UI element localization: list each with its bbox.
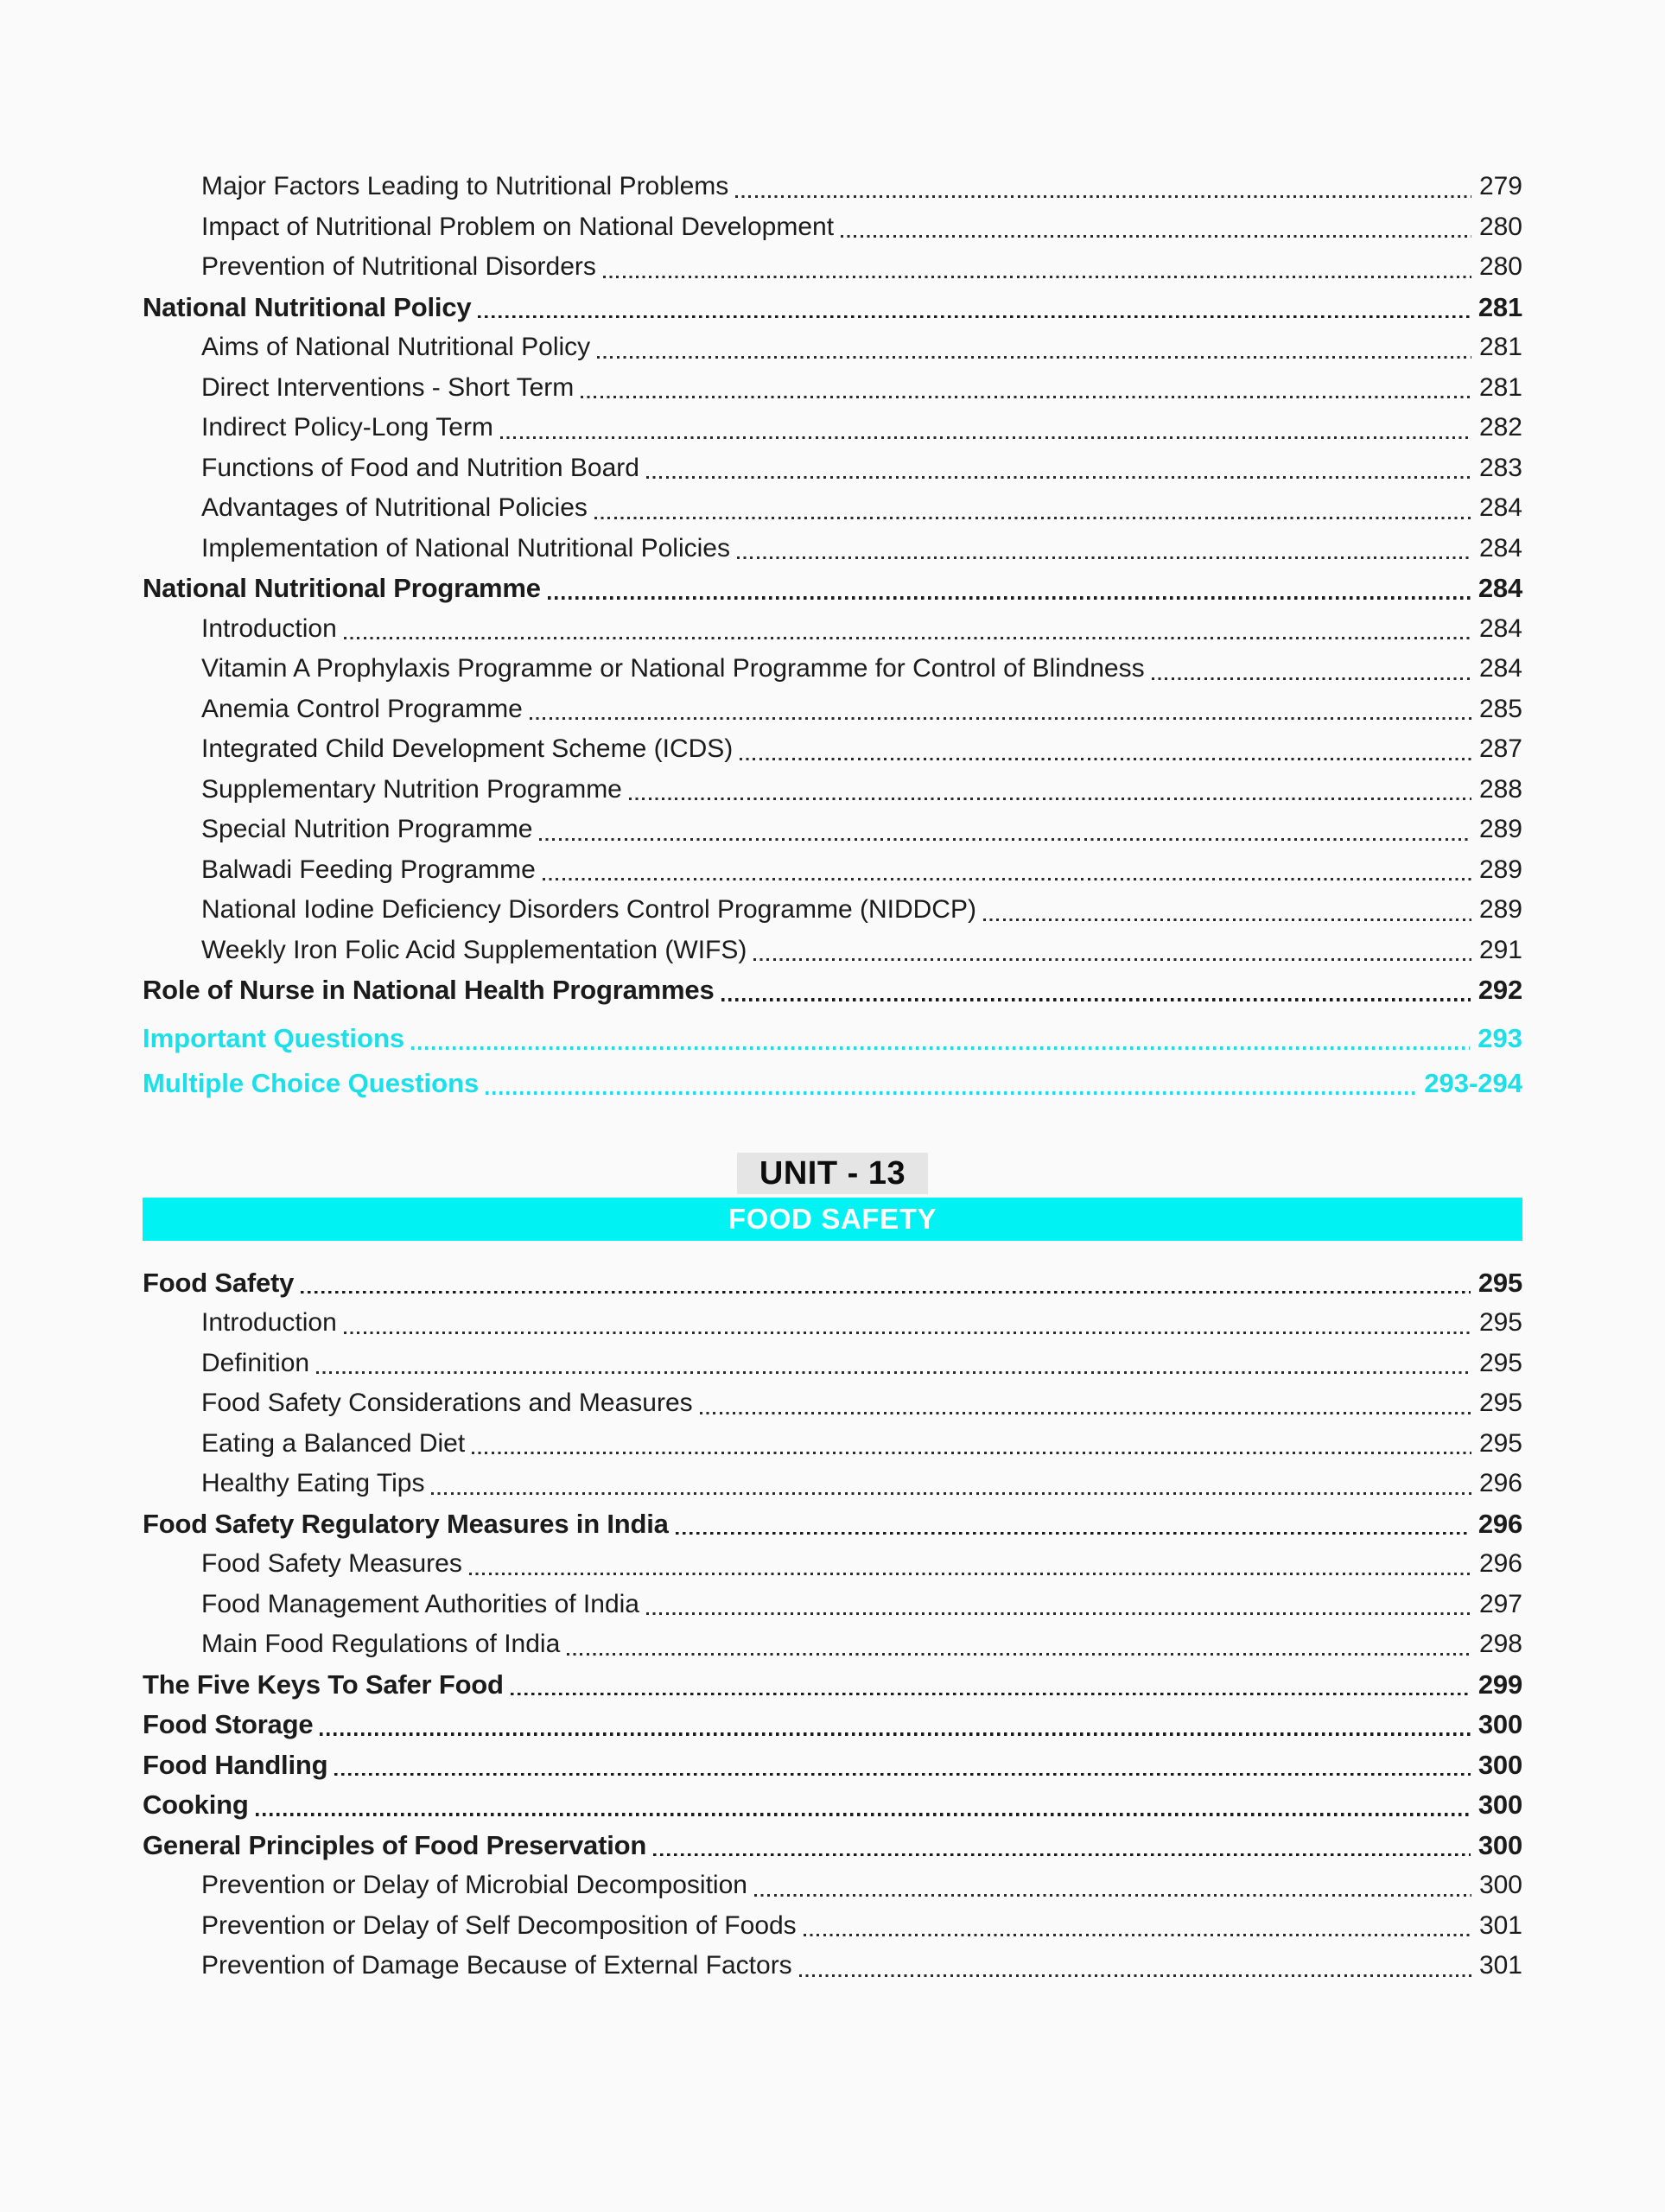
toc-entry-label: Main Food Regulations of India bbox=[201, 1630, 561, 1659]
toc-entry-label: Introduction bbox=[201, 1308, 337, 1338]
dotted-leader bbox=[301, 1263, 1471, 1304]
toc-entry-label: General Principles of Food Preservation bbox=[143, 1829, 647, 1860]
dotted-leader bbox=[344, 609, 1471, 650]
toc-entry-label: Direct Interventions - Short Term bbox=[201, 372, 575, 402]
dotted-leader bbox=[597, 327, 1471, 368]
dotted-leader bbox=[411, 1016, 1470, 1061]
toc-entry-label: Vitamin A Prophylaxis Programme or National Programme for Control of Blindness bbox=[201, 654, 1145, 683]
toc-entry-label: Introduction bbox=[201, 613, 337, 643]
toc-entry-page: 281 bbox=[1478, 333, 1522, 362]
toc-entry-label: Prevention of Damage Because of External Factors bbox=[201, 1951, 792, 1980]
toc-entry-label: Multiple Choice Questions bbox=[143, 1067, 480, 1098]
dotted-leader bbox=[799, 1946, 1471, 1986]
toc-entry-label: Food Storage bbox=[143, 1709, 314, 1740]
toc-entry bbox=[143, 1544, 1522, 1585]
toc-entry bbox=[143, 931, 1522, 971]
toc-entry-label: Implementation of National Nutritional Policies bbox=[201, 533, 730, 563]
toc-entry-label: Impact of Nutritional Problem on National Development bbox=[201, 212, 835, 241]
dotted-leader bbox=[344, 1303, 1471, 1344]
toc-entry-page: 284 bbox=[1478, 493, 1522, 523]
toc-entry bbox=[143, 1383, 1522, 1424]
dotted-leader bbox=[594, 488, 1471, 529]
toc-section-2 bbox=[143, 1263, 1522, 1986]
toc-entry bbox=[143, 1464, 1522, 1504]
dotted-leader bbox=[567, 1624, 1471, 1665]
unit-title-banner bbox=[143, 1198, 1522, 1241]
dotted-leader bbox=[700, 1383, 1471, 1424]
dotted-leader bbox=[1152, 649, 1471, 690]
toc-entry-page: 295 bbox=[1478, 1348, 1522, 1377]
dotted-leader bbox=[486, 1061, 1416, 1106]
toc-entry bbox=[143, 1705, 1522, 1745]
toc-entry-page: 284 bbox=[1478, 573, 1522, 604]
toc-entry bbox=[143, 368, 1522, 409]
dotted-leader bbox=[539, 810, 1471, 850]
toc-entry-page: 281 bbox=[1478, 372, 1522, 402]
toc-entry-page: 279 bbox=[1478, 172, 1522, 201]
toc-entry-page: 292 bbox=[1478, 975, 1522, 1006]
toc-entry bbox=[143, 1303, 1522, 1344]
toc-entry bbox=[143, 448, 1522, 489]
unit-title: FOOD SAFETY bbox=[728, 1202, 937, 1235]
toc-entry-page: 289 bbox=[1478, 855, 1522, 884]
toc-entry bbox=[143, 850, 1522, 891]
toc-entry bbox=[143, 569, 1522, 609]
dotted-leader bbox=[804, 1906, 1471, 1947]
toc-entry-label: Balwadi Feeding Programme bbox=[201, 855, 536, 884]
toc-entry bbox=[143, 970, 1522, 1011]
toc-entry bbox=[143, 1585, 1522, 1625]
toc-entry bbox=[143, 1665, 1522, 1706]
dotted-leader bbox=[754, 1866, 1471, 1906]
unit-label: UNIT - 13 bbox=[737, 1153, 928, 1194]
toc-entry-label: Definition bbox=[201, 1348, 310, 1377]
toc-entry-page: 301 bbox=[1478, 1951, 1522, 1980]
toc-entry-label: Functions of Food and Nutrition Board bbox=[201, 453, 639, 482]
toc-entry-page: 288 bbox=[1478, 774, 1522, 804]
dotted-leader bbox=[316, 1344, 1471, 1384]
toc-entry bbox=[143, 1504, 1522, 1545]
toc-entry-label: Aims of National Nutritional Policy bbox=[201, 333, 591, 362]
toc-entry-page: 299 bbox=[1478, 1669, 1522, 1700]
toc-entry-label: Eating a Balanced Diet bbox=[201, 1428, 466, 1458]
toc-entry-page: 281 bbox=[1478, 291, 1522, 322]
toc-entry-page: 295 bbox=[1478, 1267, 1522, 1298]
toc-entry-page: 285 bbox=[1478, 694, 1522, 723]
toc-entry bbox=[143, 1906, 1522, 1947]
toc-entry-page: 300 bbox=[1478, 1829, 1522, 1860]
toc-entry bbox=[143, 1826, 1522, 1866]
dotted-leader bbox=[543, 850, 1471, 891]
dotted-leader bbox=[740, 729, 1471, 770]
toc-entry bbox=[143, 1946, 1522, 1986]
toc-entry-label: Role of Nurse in National Health Programmes bbox=[143, 975, 715, 1006]
toc-entry-page: 280 bbox=[1478, 252, 1522, 282]
toc-entry-page: 280 bbox=[1478, 212, 1522, 241]
toc-entry-page: 297 bbox=[1478, 1589, 1522, 1618]
toc-entry-page: 300 bbox=[1478, 1871, 1522, 1900]
toc-entry bbox=[143, 1061, 1522, 1106]
toc-entry bbox=[143, 207, 1522, 248]
toc-entry bbox=[143, 770, 1522, 810]
toc-entry-label: Indirect Policy-Long Term bbox=[201, 413, 493, 442]
toc-entry-label: National Nutritional Programme bbox=[143, 573, 541, 604]
dotted-leader bbox=[581, 368, 1471, 409]
dotted-leader bbox=[841, 207, 1471, 248]
toc-entry-label: Food Safety bbox=[143, 1267, 295, 1298]
dotted-leader bbox=[753, 931, 1471, 971]
dotted-leader bbox=[646, 448, 1471, 489]
toc-entry-label: National Iodine Deficiency Disorders Control Programme (NIDDCP) bbox=[201, 895, 976, 925]
toc-entry-label: Anemia Control Programme bbox=[201, 694, 523, 723]
dotted-leader bbox=[530, 690, 1471, 730]
toc-entry-page: 301 bbox=[1478, 1910, 1522, 1940]
toc-entry bbox=[143, 1344, 1522, 1384]
toc-entry-label: National Nutritional Policy bbox=[143, 291, 472, 322]
dotted-leader bbox=[676, 1504, 1471, 1545]
dotted-leader bbox=[983, 890, 1471, 931]
toc-entry bbox=[143, 729, 1522, 770]
dotted-leader bbox=[469, 1544, 1471, 1585]
toc-entry-page: 287 bbox=[1478, 734, 1522, 764]
toc-entry bbox=[143, 690, 1522, 730]
toc-entry-label: Integrated Child Development Scheme (ICDS) bbox=[201, 734, 734, 764]
dotted-leader bbox=[721, 970, 1471, 1011]
toc-entry-page: 283 bbox=[1478, 453, 1522, 482]
toc-entry-page: 300 bbox=[1478, 1709, 1522, 1740]
toc-entry-label: Food Handling bbox=[143, 1749, 328, 1780]
toc-entry bbox=[143, 649, 1522, 690]
toc-entry-label: Prevention or Delay of Self Decomposition of Foods bbox=[201, 1910, 797, 1940]
toc-entry bbox=[143, 408, 1522, 448]
toc-entry-page: 282 bbox=[1478, 413, 1522, 442]
dotted-leader bbox=[548, 569, 1471, 609]
toc-entry-label: Major Factors Leading to Nutritional Problems bbox=[201, 172, 729, 201]
toc-entry-label: Advantages of Nutritional Policies bbox=[201, 493, 588, 523]
toc-entry-page: 300 bbox=[1478, 1749, 1522, 1780]
toc-entry bbox=[143, 1263, 1522, 1304]
toc-entry-page: 284 bbox=[1478, 654, 1522, 683]
dotted-leader bbox=[472, 1424, 1471, 1465]
toc-entry-page: 296 bbox=[1478, 1469, 1522, 1498]
dotted-leader bbox=[653, 1826, 1471, 1866]
toc-entry-page: 295 bbox=[1478, 1389, 1522, 1418]
dotted-leader bbox=[735, 167, 1471, 207]
toc-entry-label: Special Nutrition Programme bbox=[201, 815, 533, 844]
toc-entry-page: 296 bbox=[1478, 1549, 1522, 1579]
toc-entry-page: 298 bbox=[1478, 1630, 1522, 1659]
toc-entry-label: Weekly Iron Folic Acid Supplementation (WIFS) bbox=[201, 935, 747, 964]
toc-entry-label: Healthy Eating Tips bbox=[201, 1469, 425, 1498]
toc-entry-page: 300 bbox=[1478, 1789, 1522, 1821]
toc-entry bbox=[143, 167, 1522, 207]
toc-entry bbox=[143, 1785, 1522, 1826]
dotted-leader bbox=[603, 247, 1471, 288]
toc-entry-label: The Five Keys To Safer Food bbox=[143, 1669, 504, 1700]
toc-entry-page: 284 bbox=[1478, 613, 1522, 643]
dotted-leader bbox=[256, 1785, 1471, 1826]
toc-entry bbox=[143, 1424, 1522, 1465]
toc-entry-page: 289 bbox=[1478, 815, 1522, 844]
toc-entry-label: Prevention or Delay of Microbial Decomposition bbox=[201, 1871, 747, 1900]
dotted-leader bbox=[629, 770, 1471, 810]
toc-content bbox=[143, 0, 1522, 1986]
toc-entry bbox=[143, 529, 1522, 569]
toc-entry-page: 293 bbox=[1478, 1022, 1522, 1053]
dotted-leader bbox=[478, 288, 1470, 328]
toc-entry bbox=[143, 1745, 1522, 1786]
dotted-leader bbox=[320, 1705, 1471, 1745]
toc-entry bbox=[143, 488, 1522, 529]
toc-entry bbox=[143, 1624, 1522, 1665]
toc-entry bbox=[143, 609, 1522, 650]
toc-entry-label: Food Safety Regulatory Measures in India bbox=[143, 1508, 669, 1539]
dotted-leader bbox=[431, 1464, 1471, 1504]
dotted-leader bbox=[511, 1665, 1471, 1706]
dotted-leader bbox=[646, 1585, 1471, 1625]
toc-entry-page: 295 bbox=[1478, 1428, 1522, 1458]
toc-entry bbox=[143, 810, 1522, 850]
toc-entry-page: 289 bbox=[1478, 895, 1522, 925]
toc-entry bbox=[143, 247, 1522, 288]
toc-entry bbox=[143, 1866, 1522, 1906]
toc-entry-label: Supplementary Nutrition Programme bbox=[201, 774, 622, 804]
toc-entry bbox=[143, 890, 1522, 931]
toc-entry-page: 293-294 bbox=[1424, 1067, 1522, 1098]
toc-entry-label: Food Management Authorities of India bbox=[201, 1589, 639, 1618]
toc-entry bbox=[143, 1016, 1522, 1061]
toc-entry bbox=[143, 327, 1522, 368]
toc-entry-label: Important Questions bbox=[143, 1022, 405, 1053]
dotted-leader bbox=[500, 408, 1471, 448]
toc-entry-label: Cooking bbox=[143, 1789, 249, 1821]
toc-entry-label: Food Safety Considerations and Measures bbox=[201, 1389, 693, 1418]
toc-entry-page: 295 bbox=[1478, 1308, 1522, 1338]
dotted-leader bbox=[334, 1745, 1471, 1786]
toc-entry-page: 296 bbox=[1478, 1508, 1522, 1539]
toc-entry-page: 291 bbox=[1478, 935, 1522, 964]
toc-entry-label: Prevention of Nutritional Disorders bbox=[201, 252, 596, 282]
dotted-leader bbox=[737, 529, 1471, 569]
toc-entry bbox=[143, 288, 1522, 328]
toc-entry-label: Food Safety Measures bbox=[201, 1549, 462, 1579]
toc-entry-page: 284 bbox=[1478, 533, 1522, 563]
toc-section-1 bbox=[143, 167, 1522, 1106]
